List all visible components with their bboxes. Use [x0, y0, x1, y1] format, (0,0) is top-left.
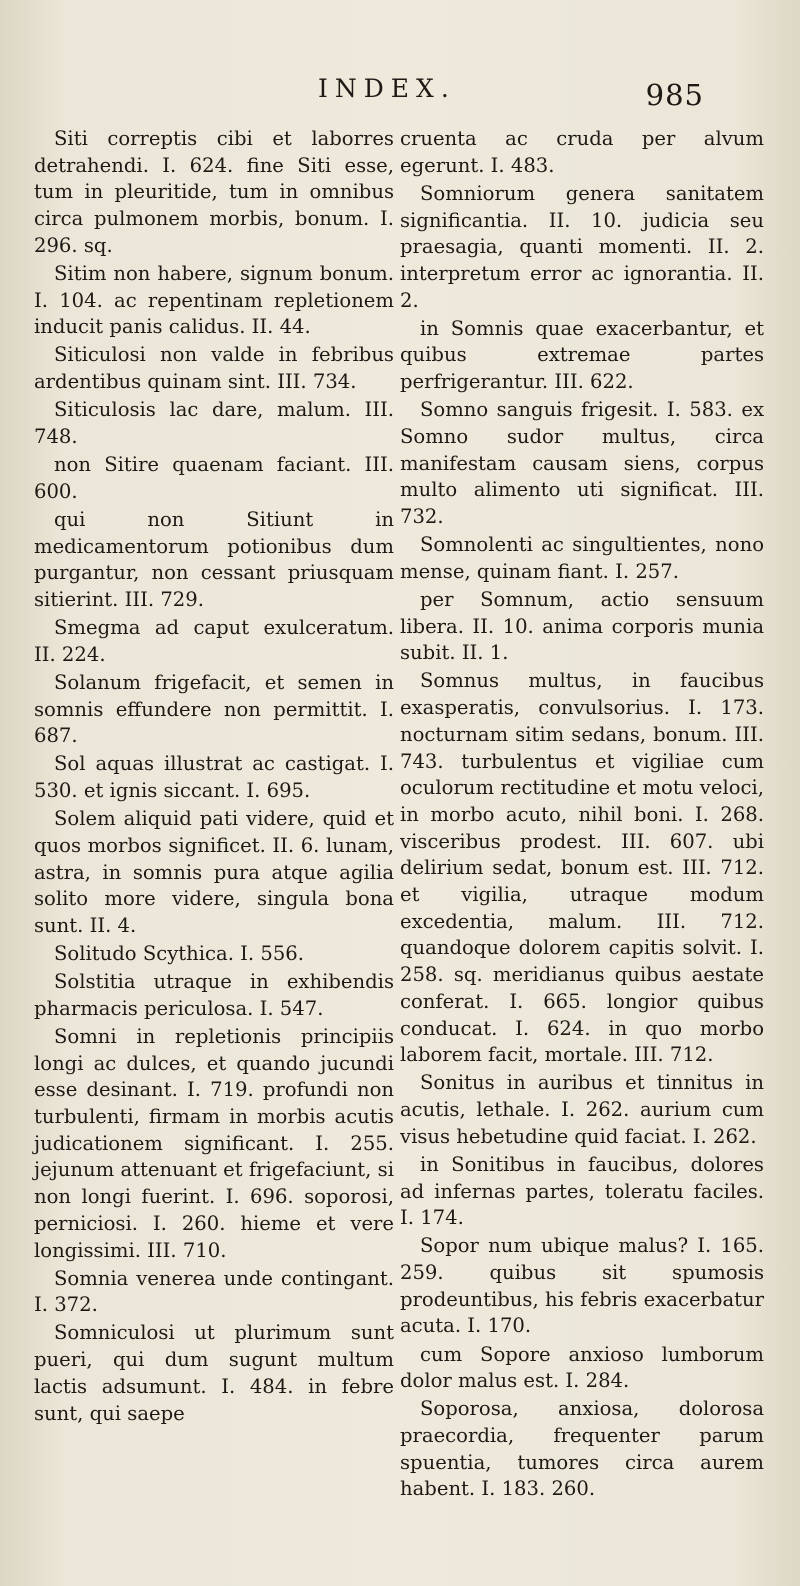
index-entry: qui non Sitiunt in medicamentorum potionibus dum purgantur, non cessant priusquam sitierint. III. 729.	[34, 507, 394, 611]
index-entry: Somnia venerea unde contingant. I. 372.	[34, 1266, 394, 1317]
index-entry: Smegma ad caput exulceratum. II. 224.	[34, 616, 394, 666]
index-entry: per Somnum, actio sensuum libera. II. 10. anima corporis munia subit. II. 1.	[400, 587, 764, 665]
index-entry: Sol aquas illustrat ac castigat. I. 530. et ignis siccant. I. 695.	[34, 752, 394, 802]
right-column	[400, 126, 764, 1505]
index-entry: cum Sopore anxioso lumborum dolor malus est. I. 284.	[400, 1342, 764, 1393]
index-entry: Siticulosis lac dare, malum. III. 748.	[34, 398, 394, 448]
index-entry: Somniorum genera sanitatem significantia. II. 10. judicia seu praesagia, quanti momenti. II. 2. interpretum error ac ignorantia. II. 2.	[400, 181, 764, 312]
index-entry: Somniculosi ut plurimum sunt pueri, qui dum sugunt multum lactis adsumunt. I. 484. in febre sunt, qui saepe	[34, 1321, 394, 1425]
index-entry: in Sonitibus in faucibus, dolores ad infernas partes, toleratu faciles. I. 174.	[400, 1152, 764, 1230]
running-title: INDEX.	[318, 74, 456, 103]
index-entry: non Sitire quaenam faciant. III. 600.	[34, 453, 394, 503]
index-entry: Siticulosi non valde in febribus ardentibus quinam sint. III. 734.	[34, 343, 394, 394]
left-column	[34, 126, 394, 1429]
index-entry: in Somnis quae exacerbantur, et quibus extremae partes perfrigerantur. III. 622.	[400, 316, 764, 394]
index-entry: Somni in repletionis principiis longi ac dulces, et quando jucundi esse desinant. I. 719. profundi non turbulenti, firmam in morbis acutis judicationem significant. I. 255. jejunum attenuant et frigefaciunt, si non longi fuerint. I. 696. soporosi, perniciosi. I. 260. hieme et vere longissimi. III. 710.	[34, 1024, 394, 1262]
index-entry: Siti correptis cibi et laborres detrahendi. I. 624. fine Siti esse, tum in pleuritide, tum in omnibus circa pulmonem morbis, bonum. I. 296. sq.	[34, 127, 394, 257]
index-entry: Sitim non habere, signum bonum. I. 104. ac repentinam repletionem inducit panis calidus. II. 44.	[34, 261, 394, 339]
index-entry: Somno sanguis frigesit. I. 583. ex Somno sudor multus, circa manifestam causam siens, corpus multo alimento uti significat. III. 732.	[400, 398, 764, 529]
index-entry: Solstitia utraque in exhibendis pharmacis periculosa. I. 547.	[34, 970, 394, 1020]
index-entry: Solitudo Scythica. I. 556.	[54, 942, 304, 965]
index-entry: Sonitus in auribus et tinnitus in acutis, lethale. I. 262. aurium cum visus hebetudine quid faciat. I. 262.	[400, 1071, 764, 1148]
page-header	[0, 70, 800, 110]
index-entry-continued: cruenta ac cruda per alvum egerunt. I. 483.	[400, 127, 764, 177]
index-entry: Somnolenti ac singultientes, nono mense, quinam fiant. I. 257.	[400, 533, 764, 583]
index-entry: Somnus multus, in faucibus exasperatis, convulsorius. I. 173. nocturnam sitim sedans, bonum. III. 743. turbulentus et vigiliae cum oculorum rectitudine et motu veloci, in morbo acuto, nihil boni. I. 268. visceribus prodest. III. 607. ubi delirium sedat, bonum est. III. 712. et vigilia, utraque modum excedentia, malum. III. 712. quandoque dolorem capitis solvit. I. 258. sq. meridianus quibus aestate conferat. I. 665. longior quibus conducat. I. 624. in quo morbo laborem facit, mortale. III. 712.	[400, 669, 764, 1067]
page-number: 985	[645, 78, 704, 112]
index-entry: Solem aliquid pati videre, quid et quos morbos significet. II. 6. lunam, astra, in somnis pura atque agilia solito more videre, singula bona sunt. II. 4.	[34, 807, 394, 937]
index-entry: Solanum frigefacit, et semen in somnis effundere non permittit. I. 687.	[34, 670, 394, 748]
index-entry: Soporosa, anxiosa, dolorosa praecordia, frequenter parum spuentia, tumores circa aurem habent. I. 183. 260.	[400, 1397, 764, 1501]
index-entry: Sopor num ubique malus? I. 165. 259. quibus sit spumosis prodeuntibus, his febris exacerbatur acuta. I. 170.	[400, 1234, 764, 1338]
